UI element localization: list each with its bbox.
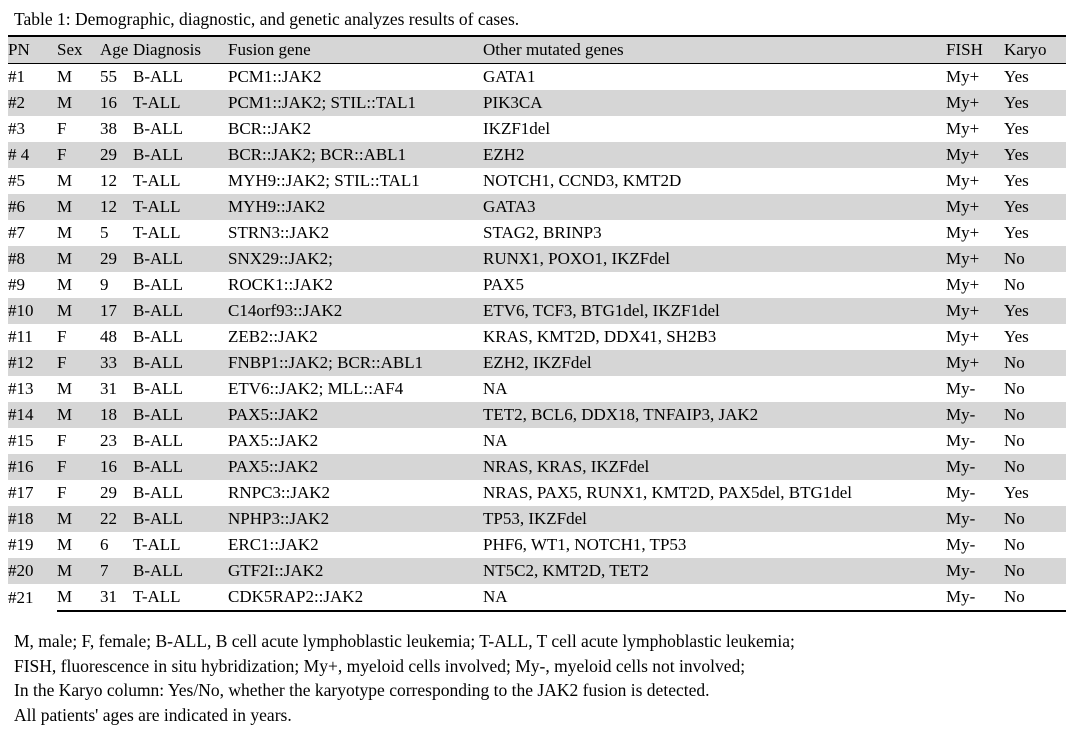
cell-fusion-gene: ETV6::JAK2; MLL::AF4: [228, 379, 404, 398]
cell-fusion-gene: SNX29::JAK2;: [228, 246, 483, 272]
table-row: [8, 480, 1066, 506]
cell-age: 23: [100, 431, 117, 450]
cell-sex: M: [57, 171, 73, 190]
cell-pn: #6: [8, 194, 57, 220]
cell-sex: F: [57, 142, 100, 168]
cell-age: 29: [100, 246, 133, 272]
cell-diagnosis: B-ALL: [133, 327, 184, 346]
table-row: [8, 90, 1066, 116]
cell-fusion-gene: PAX5::JAK2: [228, 402, 483, 428]
cell-karyo: No: [1004, 350, 1066, 376]
cell-fish: My-: [946, 506, 1004, 532]
cell-pn: #18: [8, 506, 57, 532]
cell-fish: My+: [946, 298, 1004, 324]
cell-age: 22: [100, 506, 133, 532]
cell-age: 33: [100, 350, 133, 376]
cell-karyo: Yes: [1004, 223, 1029, 242]
table-row: [8, 168, 1066, 194]
table-footnotes: [14, 629, 1080, 727]
cell-diagnosis: B-ALL: [133, 350, 228, 376]
table-row: [8, 506, 1066, 532]
cell-sex: F: [57, 327, 67, 346]
cell-fish: My-: [946, 483, 976, 502]
cell-fusion-gene: BCR::JAK2; BCR::ABL1: [228, 142, 483, 168]
cell-age: 17: [100, 298, 133, 324]
cell-karyo: No: [1004, 535, 1025, 554]
cell-other-mutated-genes: RUNX1, POXO1, IKZFdel: [483, 246, 946, 272]
cell-fish: My+: [946, 90, 1004, 116]
footnote-line: In the Karyo column: Yes/No, whether the karyotype corresponding to the JAK2 fusion is detected.: [14, 680, 710, 700]
cell-fusion-gene: FNBP1::JAK2; BCR::ABL1: [228, 350, 483, 376]
cell-sex: M: [57, 584, 100, 611]
table-row: [8, 220, 1066, 246]
cell-age: 7: [100, 558, 133, 584]
cell-karyo: Yes: [1004, 142, 1066, 168]
cell-sex: F: [57, 350, 100, 376]
cell-diagnosis: B-ALL: [133, 275, 184, 294]
cell-pn: #16: [8, 454, 57, 480]
cell-karyo: No: [1004, 275, 1025, 294]
cell-diagnosis: B-ALL: [133, 379, 184, 398]
cell-fish: My-: [946, 535, 976, 554]
cell-other-mutated-genes: ETV6, TCF3, BTG1del, IKZF1del: [483, 298, 946, 324]
cell-fusion-gene: STRN3::JAK2: [228, 223, 330, 242]
cell-pn: #19: [8, 535, 34, 554]
cell-fish: My+: [946, 142, 1004, 168]
footnote-line: All patients' ages are indicated in years.: [14, 704, 292, 725]
cell-karyo: No: [1004, 454, 1066, 480]
cell-diagnosis: B-ALL: [133, 454, 228, 480]
cell-fish: My+: [946, 350, 1004, 376]
cell-age: 16: [100, 90, 133, 116]
cell-fusion-gene: MYH9::JAK2: [228, 194, 483, 220]
cell-other-mutated-genes: PAX5: [483, 275, 524, 294]
cell-diagnosis: T-ALL: [133, 223, 181, 242]
cell-karyo: No: [1004, 506, 1066, 532]
cell-pn: #17: [8, 483, 34, 502]
cell-other-mutated-genes: EZH2, IKZFdel: [483, 350, 946, 376]
table-caption: Table 1: Demographic, diagnostic, and genetic analyzes results of cases.: [14, 9, 520, 29]
cell-fish: My+: [946, 327, 980, 346]
column-header-fusion-gene: Fusion gene: [228, 36, 483, 64]
table-row: [8, 454, 1066, 480]
cell-pn: #15: [8, 431, 34, 450]
cell-pn: #3: [8, 119, 25, 138]
table-row: [8, 558, 1066, 584]
cell-pn: #1: [8, 67, 25, 86]
cell-diagnosis: B-ALL: [133, 506, 228, 532]
cell-fish: My-: [946, 558, 1004, 584]
cell-age: 48: [100, 327, 117, 346]
cell-karyo: Yes: [1004, 327, 1029, 346]
cell-karyo: No: [1004, 246, 1066, 272]
cell-pn: #8: [8, 246, 57, 272]
cell-age: 29: [100, 483, 117, 502]
cell-sex: M: [57, 379, 73, 398]
cell-pn: # 4: [8, 142, 57, 168]
cell-age: 5: [100, 223, 109, 242]
cell-sex: M: [57, 535, 73, 554]
cell-fish: My+: [946, 246, 1004, 272]
cell-age: 18: [100, 402, 133, 428]
cell-karyo: No: [1004, 558, 1066, 584]
cell-age: 12: [100, 194, 133, 220]
cell-pn: #5: [8, 171, 25, 190]
cell-fusion-gene: ZEB2::JAK2: [228, 327, 318, 346]
cell-diagnosis: B-ALL: [133, 142, 228, 168]
cell-karyo: Yes: [1004, 90, 1066, 116]
cell-age: 6: [100, 535, 109, 554]
cell-fish: My+: [946, 67, 980, 86]
cell-pn: #20: [8, 558, 57, 584]
cell-diagnosis: T-ALL: [133, 194, 228, 220]
cell-fish: My-: [946, 379, 976, 398]
cell-fish: My+: [946, 171, 980, 190]
cell-fusion-gene: NPHP3::JAK2: [228, 506, 483, 532]
cell-diagnosis: B-ALL: [133, 246, 228, 272]
cell-age: 55: [100, 67, 117, 86]
footnote-line: M, male; F, female; B-ALL, B cell acute lymphoblastic leukemia; T-ALL, T cell acute lymphoblastic leukemia;: [14, 631, 795, 651]
cell-age: 9: [100, 275, 109, 294]
cell-diagnosis: B-ALL: [133, 119, 184, 138]
cell-diagnosis: T-ALL: [133, 584, 228, 611]
cell-other-mutated-genes: TP53, IKZFdel: [483, 506, 946, 532]
cell-karyo: No: [1004, 379, 1025, 398]
cell-pn: #11: [8, 327, 33, 346]
cell-karyo: No: [1004, 584, 1066, 611]
cell-diagnosis: B-ALL: [133, 298, 228, 324]
cell-sex: M: [57, 402, 100, 428]
cell-fusion-gene: PCM1::JAK2; STIL::TAL1: [228, 90, 483, 116]
cell-other-mutated-genes: NT5C2, KMT2D, TET2: [483, 558, 946, 584]
cell-sex: M: [57, 90, 100, 116]
cell-karyo: Yes: [1004, 298, 1066, 324]
column-header-sex: Sex: [57, 36, 100, 64]
table-row: [8, 246, 1066, 272]
cell-fusion-gene: BCR::JAK2: [228, 119, 312, 138]
cell-fusion-gene: ERC1::JAK2: [228, 535, 319, 554]
cell-pn: #10: [8, 298, 57, 324]
cell-sex: M: [57, 558, 100, 584]
cell-pn: #21: [8, 587, 34, 607]
cell-fusion-gene: ROCK1::JAK2: [228, 275, 333, 294]
cell-diagnosis: B-ALL: [133, 558, 228, 584]
cell-sex: F: [57, 454, 100, 480]
cell-fish: My-: [946, 584, 1004, 611]
cell-fusion-gene: RNPC3::JAK2: [228, 483, 331, 502]
cell-sex: M: [57, 67, 73, 86]
cell-age: 38: [100, 119, 117, 138]
cell-diagnosis: B-ALL: [133, 431, 184, 450]
table-row: [8, 350, 1066, 376]
table-row: [8, 194, 1066, 220]
cell-fish: My+: [946, 119, 980, 138]
cell-sex: F: [57, 431, 67, 450]
cell-pn: #13: [8, 379, 34, 398]
cell-fish: My+: [946, 223, 980, 242]
cell-other-mutated-genes: PHF6, WT1, NOTCH1, TP53: [483, 535, 687, 554]
cell-pn: #9: [8, 275, 25, 294]
cell-age: 12: [100, 171, 117, 190]
cell-fish: My+: [946, 194, 1004, 220]
table-header: [8, 36, 1066, 64]
cell-sex: M: [57, 298, 100, 324]
cell-pn: #7: [8, 223, 25, 242]
table-row: [8, 428, 1066, 454]
cell-fusion-gene: CDK5RAP2::JAK2: [228, 584, 483, 611]
table-row: [8, 64, 1066, 91]
column-header-age: Age: [100, 36, 133, 64]
cell-pn: #12: [8, 350, 57, 376]
cell-karyo: Yes: [1004, 119, 1029, 138]
cell-karyo: No: [1004, 431, 1025, 450]
table-row: [8, 584, 1066, 611]
cell-fusion-gene: PCM1::JAK2: [228, 67, 322, 86]
cell-sex: M: [57, 275, 73, 294]
cell-fusion-gene: PAX5::JAK2: [228, 431, 319, 450]
cell-other-mutated-genes: STAG2, BRINP3: [483, 223, 602, 242]
patient-data-table: [8, 35, 1066, 612]
cell-other-mutated-genes: IKZF1del: [483, 119, 551, 138]
cell-other-mutated-genes: TET2, BCL6, DDX18, TNFAIP3, JAK2: [483, 402, 946, 428]
footnote-line: FISH, fluorescence in situ hybridization; My+, myeloid cells involved; My-, myeloid cells not involved;: [14, 655, 746, 676]
column-header-pn: PN: [8, 36, 57, 64]
cell-age: 16: [100, 454, 133, 480]
cell-age: 31: [100, 584, 133, 611]
column-header-other-mutated-genes: Other mutated genes: [483, 36, 946, 64]
cell-fish: My-: [946, 402, 1004, 428]
cell-fusion-gene: MYH9::JAK2; STIL::TAL1: [228, 171, 420, 190]
cell-sex: M: [57, 506, 100, 532]
cell-diagnosis: B-ALL: [133, 483, 184, 502]
cell-karyo: Yes: [1004, 194, 1066, 220]
table-row: [8, 142, 1066, 168]
table-row: [8, 298, 1066, 324]
column-header-karyo: Karyo: [1004, 36, 1066, 64]
table-row: [8, 324, 1066, 350]
cell-other-mutated-genes: KRAS, KMT2D, DDX41, SH2B3: [483, 327, 717, 346]
cell-fish: My+: [946, 275, 980, 294]
cell-other-mutated-genes: EZH2: [483, 142, 946, 168]
cell-karyo: No: [1004, 402, 1066, 428]
cell-diagnosis: B-ALL: [133, 67, 184, 86]
cell-diagnosis: T-ALL: [133, 90, 228, 116]
table-row: [8, 116, 1066, 142]
cell-fish: My-: [946, 431, 976, 450]
cell-diagnosis: B-ALL: [133, 402, 228, 428]
cell-sex: F: [57, 119, 67, 138]
cell-karyo: Yes: [1004, 67, 1029, 86]
table-row: [8, 532, 1066, 558]
cell-diagnosis: T-ALL: [133, 535, 181, 554]
cell-fusion-gene: PAX5::JAK2: [228, 454, 483, 480]
cell-fish: My-: [946, 454, 1004, 480]
cell-fusion-gene: C14orf93::JAK2: [228, 298, 483, 324]
cell-sex: M: [57, 246, 100, 272]
header-row: [8, 36, 1066, 64]
cell-pn: #14: [8, 402, 57, 428]
cell-age: 29: [100, 142, 133, 168]
cell-fusion-gene: GTF2I::JAK2: [228, 558, 483, 584]
cell-sex: F: [57, 483, 67, 502]
cell-other-mutated-genes: NA: [483, 584, 946, 611]
table-row: [8, 272, 1066, 298]
table-row: [8, 402, 1066, 428]
cell-other-mutated-genes: PIK3CA: [483, 90, 946, 116]
table-body: [8, 64, 1066, 612]
cell-other-mutated-genes: NRAS, KRAS, IKZFdel: [483, 454, 946, 480]
cell-other-mutated-genes: NOTCH1, CCND3, KMT2D: [483, 171, 682, 190]
cell-other-mutated-genes: NA: [483, 379, 508, 398]
cell-sex: M: [57, 223, 73, 242]
cell-sex: M: [57, 194, 100, 220]
cell-other-mutated-genes: NA: [483, 431, 508, 450]
column-header-diagnosis: Diagnosis: [133, 36, 228, 64]
cell-other-mutated-genes: NRAS, PAX5, RUNX1, KMT2D, PAX5del, BTG1del: [483, 483, 853, 502]
cell-karyo: Yes: [1004, 483, 1029, 502]
cell-other-mutated-genes: GATA3: [483, 194, 946, 220]
cell-pn: #2: [8, 90, 57, 116]
cell-diagnosis: T-ALL: [133, 171, 181, 190]
column-header-fish: FISH: [946, 36, 1004, 64]
table-row: [8, 376, 1066, 402]
cell-karyo: Yes: [1004, 171, 1029, 190]
cell-age: 31: [100, 379, 117, 398]
cell-other-mutated-genes: GATA1: [483, 67, 536, 86]
